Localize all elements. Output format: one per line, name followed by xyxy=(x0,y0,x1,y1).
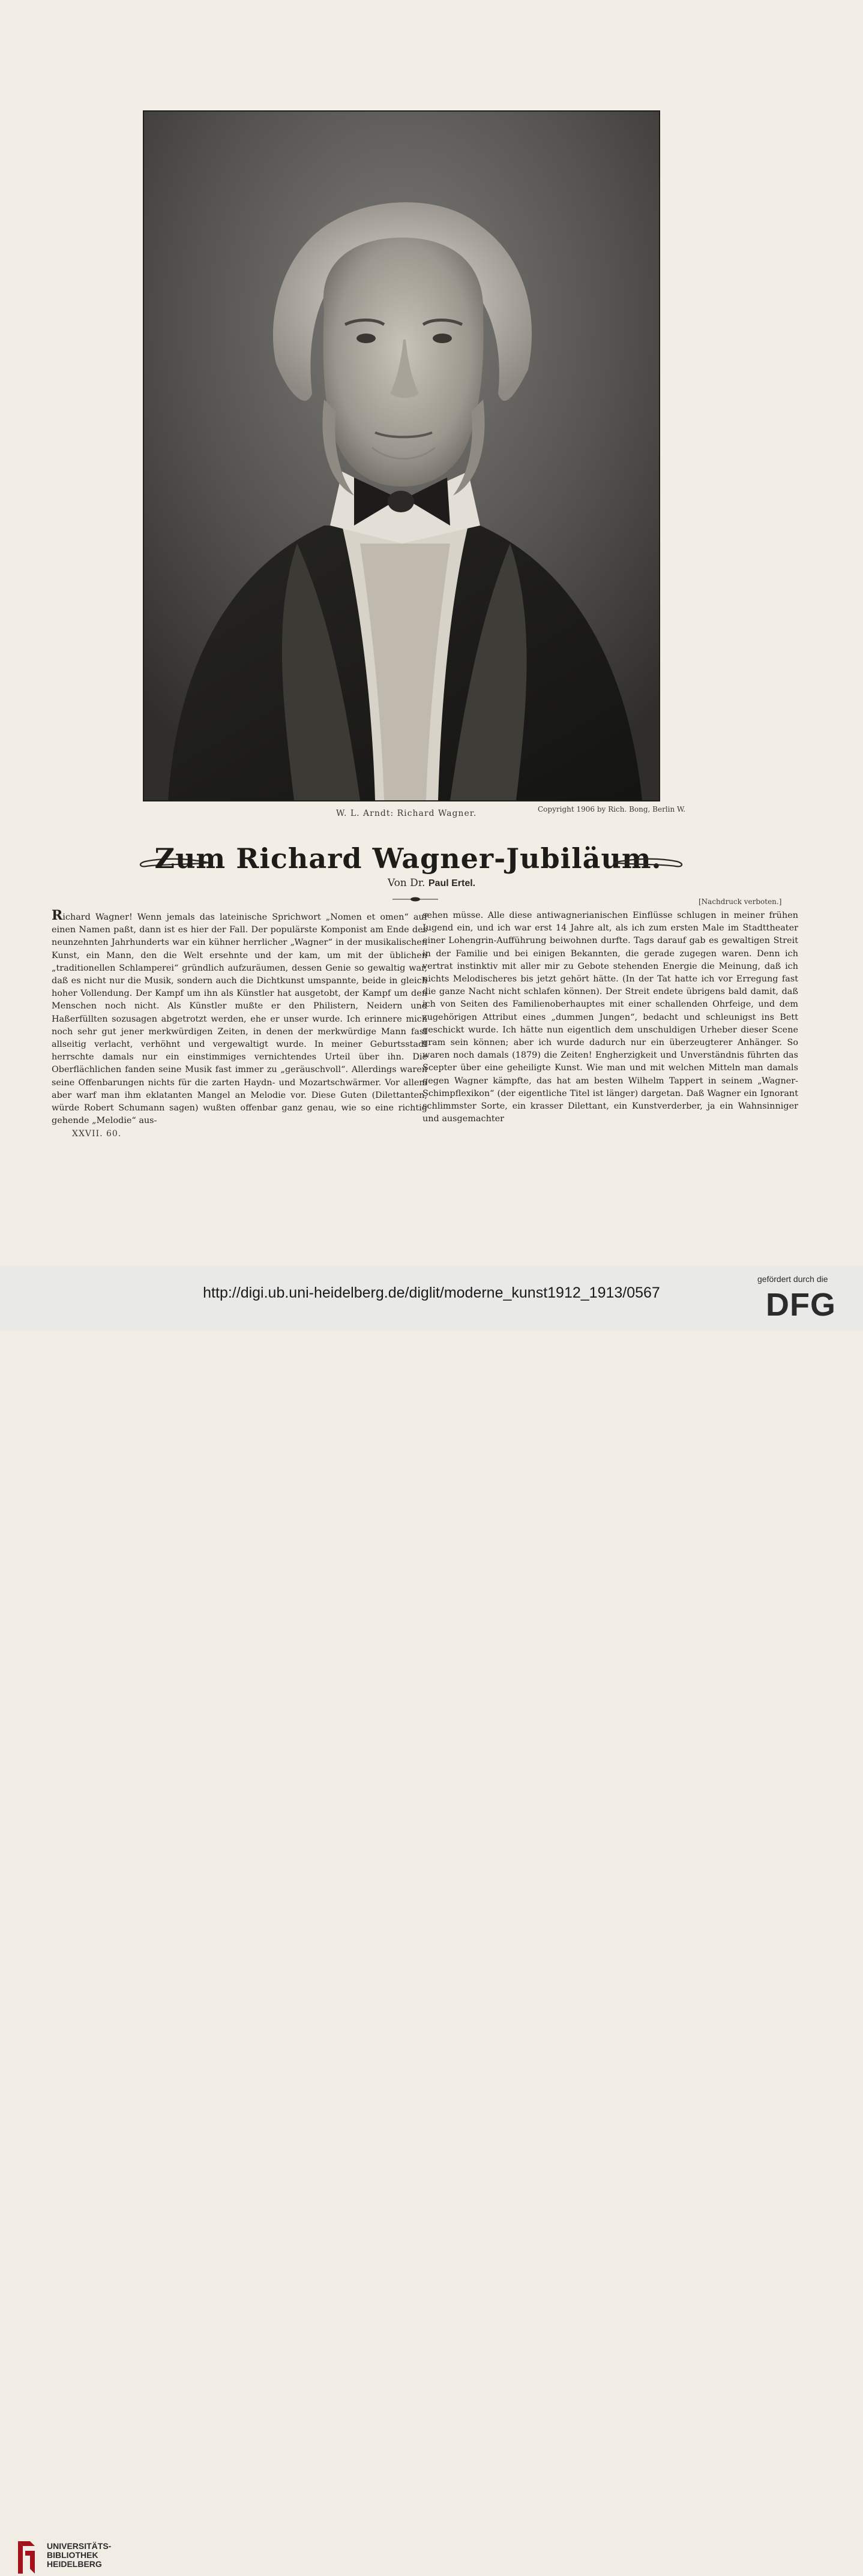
university-logo-icon xyxy=(14,2539,38,2576)
article-column-left xyxy=(52,909,427,1127)
byline xyxy=(0,877,863,889)
drop-cap: R xyxy=(52,908,63,923)
portrait-image xyxy=(144,112,659,800)
right-column-text: sehen müsse. Alle diese antiwagnerianischen Einflüsse schlugen in meiner frühen Jugend ein, und ich war erst 14 Jahre alt, als ich zum ersten Male im Stadttheater einer Lohengrin-Aufführung beiwohnen durfte. Tags darauf gab es gewaltigen Streit in der Familie und bei einigen Bekannten, die gerade zugegen waren. Denn ich vertrat instinktiv mit aller mir zu Gebote stehenden Energie die Meinung, daß ich nichts Melodischeres bis jetzt gehört hätte. (In der Tat hatte ich vor Erregung fast die ganze Nacht nicht schlafen können). Der Streit endete übrigens bald damit, daß ich von Seiten des Familienoberhauptes mit einer schallenden Ohrfeige, und dem zugehörigen Attribut eines „dummen Jungen“, bedacht und schleunigst ins Bett geschickt wurde. Ich hätte nun eigentlich dem unschuldigen Urheber dieser Scene gram sein können; aber ich wurde dadurch nur ein überzeugterer Anhänger. So waren noch damals (1879) die Zeiten! Engherzigkeit und Unverständnis führten das Scepter über eine geheiligte Kunst. Wie man und mit welchen Mitteln man damals gegen Wagner kämpfte, das hat am besten Wilhelm Tappert in seinem „Wagner-Schimpflexikon“ (der eigentliche Titel ist länger) dargetan. Daß Wagner ein Ignorant schlimmster Sorte, ein krasser Dilettant, ein Kunstverderber, ja ein Wahnsinniger und ausgemachter xyxy=(422,911,798,1124)
author-name: Paul Ertel. xyxy=(428,878,476,888)
library-line: UNIVERSITÄTS- xyxy=(47,2541,112,2551)
copyright-note: Copyright 1906 by Rich. Bong, Berlin W. xyxy=(538,805,686,813)
article-title: Zum Richard Wagner-Jubiläum. xyxy=(154,842,662,875)
paragraph-left xyxy=(52,909,427,1127)
library-line: BIBLIOTHEK xyxy=(47,2550,98,2560)
library-line: HEIDELBERG xyxy=(47,2559,102,2569)
reprint-notice: [Nachdruck verboten.] xyxy=(699,897,782,906)
byline-prefix: Von Dr. xyxy=(387,877,425,889)
article-column-right xyxy=(422,909,798,1125)
library-name xyxy=(47,2542,111,2569)
left-column-text: ichard Wagner! Wenn jemals das lateinische Sprichwort „Nomen et omen“ auf einen Namen paßt, dann ist es hier der Fall. Der populärste Komponist am Ende des neunzehnten Jahrhunderts war ein kühner herrlicher „Wagner“ in der musikalischen Kunst, ein Mann, den die Welt ersehnte und der kam, um mit der üblichen „traditionellen Schlamperei“ gründlich aufzuräumen, dessen Genie so gewaltig war, daß es nicht nur die Musik, sondern auch die Dichtkunst umspannte, beide in gleich hoher Vollendung. Der Kampf um ihn als Künstler hat ausgetobt, der Kampf um den Menschen noch nicht. Als Künstler mußte er den Philistern, Neidern und Haßerfüllten sozusagen abgetrotzt werden, ehe er unser wurde. Ich erinnere mich noch sehr gut jener merkwürdigen Zeiten, in denen der merkwürdige Mann fast allseitig verlacht, verhöhnt und vergewaltigt wurde. In meiner Geburtsstadt herrschte damals nur ein einstimmiges vernichtendes Urteil über ihn. Die Oberflächlichen fanden seine Musik fast immer zu „geräuschvoll“. Allerdings waren seine Offenbarungen nichts für die zarten Haydn- und Mozartschwärmer. Vor allem aber warf man ihm eklatanten Mangel an Melodie vor. Diese Guten (Dilettanten, würde Robert Schumann sagen) wußten offenbar ganz genau, wie so eine richtig gehende „Melodie“ aus- xyxy=(52,912,427,1126)
portrait-caption: W. L. Arndt: Richard Wagner. xyxy=(336,809,477,818)
dfg-logo: DFG xyxy=(766,1287,836,1323)
right-swash-ornament xyxy=(612,854,684,871)
funding-label: gefördert durch die xyxy=(757,1274,828,1284)
portrait-engraving xyxy=(143,110,660,801)
divider-ornament xyxy=(392,896,438,902)
document-page xyxy=(0,0,863,1266)
source-url-link[interactable]: http://digi.ub.uni-heidelberg.de/diglit/moderne_kunst1912_1913/0567 xyxy=(203,1284,660,1301)
signature-mark: XXVII. 60. xyxy=(72,1129,122,1139)
